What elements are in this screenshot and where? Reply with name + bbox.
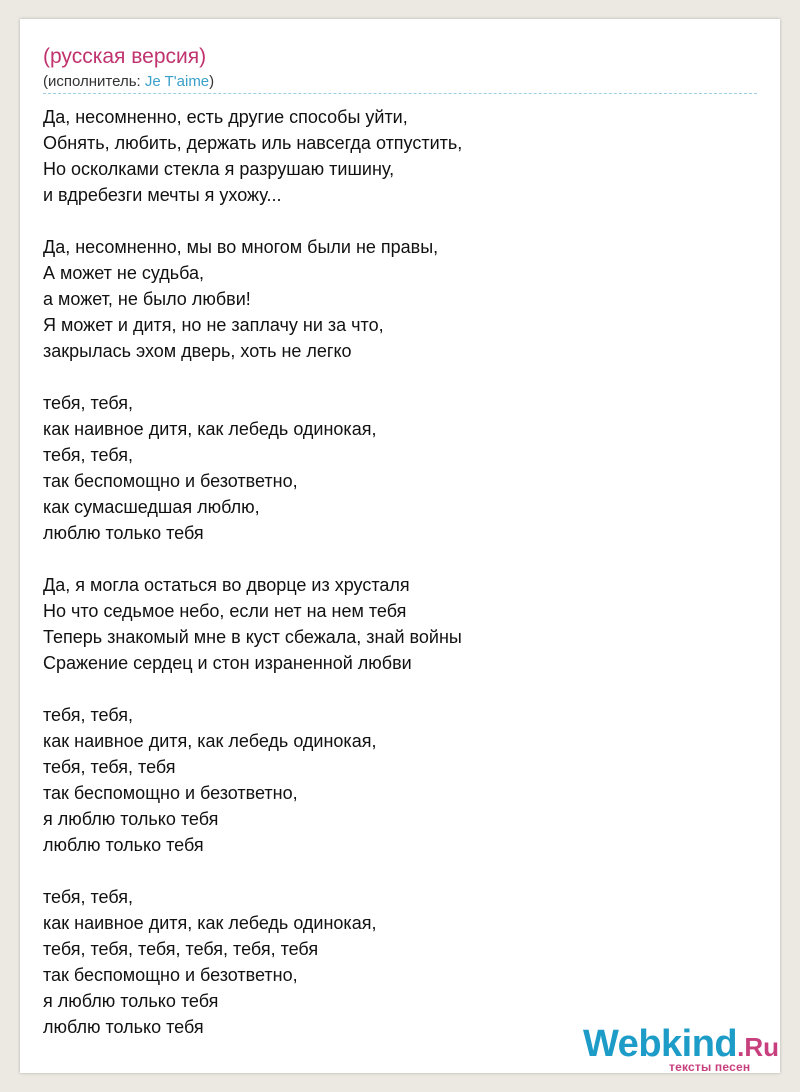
lyric-line: тебя, тебя, тебя, тебя, тебя, тебя (43, 939, 319, 959)
lyric-line: как наивное дитя, как лебедь одинокая, (43, 419, 377, 439)
lyric-line: тебя, тебя, (43, 887, 134, 907)
lyric-line: тебя, тебя, (43, 393, 134, 413)
lyric-line: закрылась эхом дверь, хоть не легко (43, 341, 352, 361)
lyrics-stanza (43, 104, 763, 208)
song-title: (русская версия) (43, 45, 207, 68)
lyrics-body (43, 104, 763, 1066)
lyric-line: Сражение сердец и стон израненной любви (43, 653, 412, 673)
lyrics-stanza (43, 702, 763, 858)
lyric-line: люблю только тебя (43, 835, 204, 855)
logo-main-text: Webkind (583, 1023, 738, 1065)
lyric-line: Да, я могла остаться во дворце из хрусталя (43, 575, 410, 595)
header-divider (43, 93, 757, 94)
lyric-line: Теперь знакомый мне в куст сбежала, знай войны (43, 627, 462, 647)
lyrics-stanza (43, 572, 763, 676)
logo-domain-suffix: .Ru (737, 1032, 780, 1062)
webkind-logo[interactable] (583, 1022, 780, 1074)
lyric-line: и вдребезги мечты я ухожу... (43, 185, 282, 205)
lyric-line: люблю только тебя (43, 1017, 204, 1037)
artist-line (43, 73, 214, 91)
lyric-line: как наивное дитя, как лебедь одинокая, (43, 731, 377, 751)
lyric-line: А может не судьба, (43, 263, 205, 283)
artist-prefix: (исполнитель: (43, 73, 145, 90)
artist-suffix: ) (209, 73, 215, 90)
lyric-line: Но осколками стекла я разрушаю тишину, (43, 159, 395, 179)
lyric-line: тебя, тебя, (43, 445, 134, 465)
lyrics-stanza (43, 390, 763, 546)
lyric-line: Обнять, любить, держать иль навсегда отпустить, (43, 133, 463, 153)
lyric-line: так беспомощно и безответно, (43, 783, 298, 803)
lyric-line: Да, несомненно, есть другие способы уйти, (43, 107, 408, 127)
lyric-line: тебя, тебя, (43, 705, 134, 725)
lyrics-page (20, 19, 780, 1073)
lyric-line: Я может и дитя, но не заплачу ни за что, (43, 315, 384, 335)
lyric-line: я люблю только тебя (43, 809, 219, 829)
lyric-line: как сумасшедшая люблю, (43, 497, 260, 517)
lyric-line: так беспомощно и безответно, (43, 471, 298, 491)
logo-tagline: тексты песен (669, 1060, 751, 1074)
lyrics-stanza (43, 884, 763, 1040)
lyric-line: люблю только тебя (43, 523, 204, 543)
lyrics-stanza (43, 234, 763, 364)
lyric-line: Да, несомненно, мы во многом были не правы, (43, 237, 439, 257)
lyric-line: тебя, тебя, тебя (43, 757, 176, 777)
lyric-line: Но что седьмое небо, если нет на нем тебя (43, 601, 407, 621)
lyric-line: так беспомощно и безответно, (43, 965, 298, 985)
artist-link[interactable]: Je T'aime (144, 73, 210, 90)
lyric-line: как наивное дитя, как лебедь одинокая, (43, 913, 377, 933)
lyric-line: я люблю только тебя (43, 991, 219, 1011)
lyric-line: а может, не было любви! (43, 289, 251, 309)
